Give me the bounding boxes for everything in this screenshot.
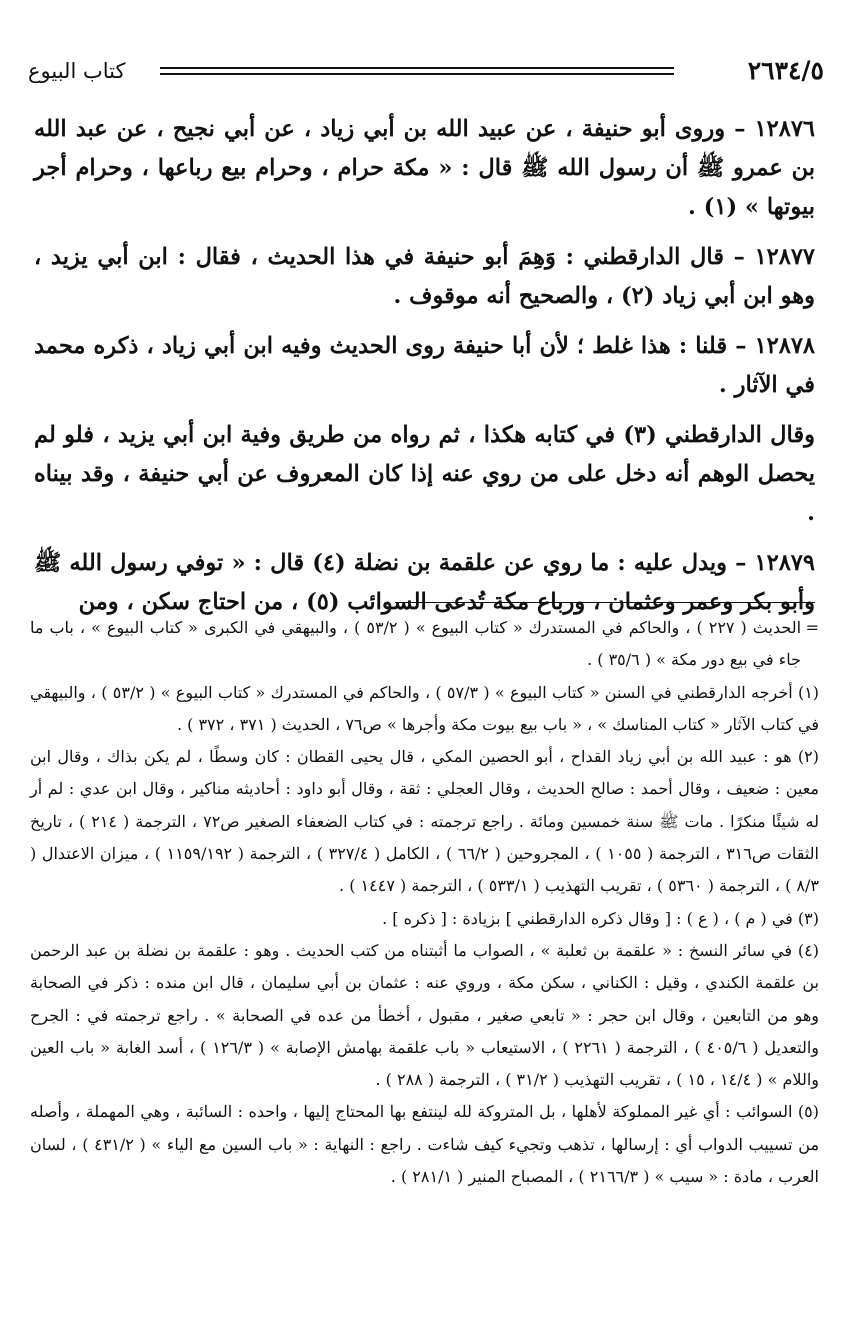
- paragraph-12878: ١٢٨٧٨ – قلنا : هذا غلط ؛ لأن أبا حنيفة روى الحديث وفيه ابن أبي زياد ، ذكره محمد في الآثار .: [34, 333, 815, 398]
- footnote-2: (٢) هو : عبيد الله بن أبي زياد القداح ، أبو الحصين المكي ، قال يحيى القطان : كان وسطًا ، لم يكن بذاك ، وقال ابن معين : ضعيف ، وقال أحمد : صالح الحديث ، وقال العجلي : ثقة ، وقال أبو داود : أحاديثه مناكير ، وقال ابن عدي : لم أر له شيئًا منكرًا . مات ﷺ سنة خمسين ومائة . راجع ترجمته : في كتاب الضعفاء الصغير ص٧٢ ، الترجمة ( ٢١٤ ) ، تاريخ الثقات ص٣١٦ ، الترجمة ( ١٠٥٥ ) ، المجروحين ( ٦٦/٢ ) ، الكامل ( ٣٢٧/٤ ) ، الترجمة ( ١١٥٩/١٩٢ ) ، ميزان الاعتدال ( ٨/٣ ) ، الترجمة ( ٥٣٦٠ ) ، تقريب التهذيب ( ٥٣٣/١ ) ، الترجمة ( ١٤٤٧ ) .: [30, 747, 820, 896]
- footnote-4: (٤) في سائر النسخ : « علقمة بن ثعلبة » ، الصواب ما أثبتناه من كتب الحديث . وهو : علقمة بن نضلة بن عبد الرحمن بن علقمة الكندي ، وقيل : الكناني ، سكن مكة ، وروي عنه : عثمان بن أبي سليمان ، قال ابن منده : ذكر في الصحابة وهو من التابعين ، وقال ابن حجر : « تابعي صغير ، مقبول ، أخطأ من عده في الصحابة » . راجع ترجمته في : الجرح والتعديل ( ٤٠٥/٦ ) ، الترجمة ( ٢٢٦١ ) ، الاستيعاب « باب علقمة بهامش الإصابة » ( ١٢٦/٣ ) ، أسد الغابة « باب العين واللام » ( ١٤/٤ ، ١٥ ) ، تقريب التهذيب ( ٣١/٢ ) ، الترجمة ( ٢٨٨ ) .: [30, 940, 819, 1090]
- paragraph-12876: ١٢٨٧٦ – وروى أبو حنيفة ، عن عبيد الله بن أبي زياد ، عن أبي نجيح ، عن عبد الله بن عمرو ﷺ أن رسول الله ﷺ قال : « مكة حرام ، وحرام بيع رباعها ، وحرام أجر بيوتها » (١) .: [34, 116, 815, 220]
- running-header: [28, 56, 824, 90]
- footnote-3: (٣) في ( م ) ، ( ع ) : [ وقال ذكره الدارقطني ] بزيادة : [ ذكره ] .: [382, 908, 819, 928]
- footnote-1: (١) أخرجه الدارقطني في السنن « كتاب البيوع » ( ٥٧/٣ ) ، والحاكم في المستدرك « كتاب البيوع » ( ٥٣/٢ ) ، والبيهقي في كتاب الآثار « كتاب المناسك » ، « باب بيع بيوت مكة وأجرها » ص٧٦ ، الحديث ( ٣٧١ ، ٣٧٢ ) .: [30, 682, 820, 734]
- continuation-mark: =: [805, 618, 819, 637]
- footnote-separator: [395, 602, 815, 603]
- footnote-continuation: [30, 612, 819, 677]
- page-number: ٢٦٣٤/٥: [747, 56, 824, 85]
- header-rule: [160, 67, 674, 75]
- footnotes: [30, 612, 819, 1193]
- main-text: [34, 110, 815, 633]
- paragraph-daraqutni: وقال الدارقطني (٣) في كتابه هكذا ، ثم رواه من طريق وفية ابن أبي يزيد ، فلو لم يحصل الوهم أنه دخل على من روي عنه إذا كان المعروف عن أبي حنيفة ، وقد بيناه .: [34, 422, 815, 526]
- book-title: كتاب البيوع: [28, 59, 126, 83]
- paragraph-12879: ١٢٨٧٩ – ويدل عليه : ما روي عن علقمة بن نضلة (٤) قال : « توفي رسول الله ﷺ وأبو بكر وعمر وعثمان ، ورباع مكة تُدعى السوائب (٥) ، من احتاج سكن ، ومن: [34, 550, 815, 615]
- footnote-continuation-text: الحديث ( ٢٢٧ ) ، والحاكم في المستدرك « كتاب البيوع » ( ٥٣/٢ ) ، والبيهقي في الكبرى « كتاب البيوع » ، باب ما جاء في بيع دور مكة » ( ٣٥/٦ ) .: [30, 618, 802, 670]
- footnote-5: (٥) السوائب : أي غير المملوكة لأهلها ، بل المتروكة لله لينتفع بها المحتاج إليها ، واحده : السائبة ، وهي المهملة ، وأصله من تسييب الدواب أي : إرسالها ، تذهب وتجيء كيف شاءت . راجع : النهاية : « باب السين مع الياء » ( ٤٣١/٢ ) ، لسان العرب ، مادة : « سيب » ( ٢١٦٦/٣ ) ، المصباح المنير ( ٢٨١/١ ) .: [30, 1102, 820, 1187]
- paragraph-12877: ١٢٨٧٧ – قال الدارقطني : وَهِمَ أبو حنيفة في هذا الحديث ، فقال : ابن أبي يزيد ، وهو ابن أبي زياد (٢) ، والصحيح أنه موقوف .: [34, 244, 815, 309]
